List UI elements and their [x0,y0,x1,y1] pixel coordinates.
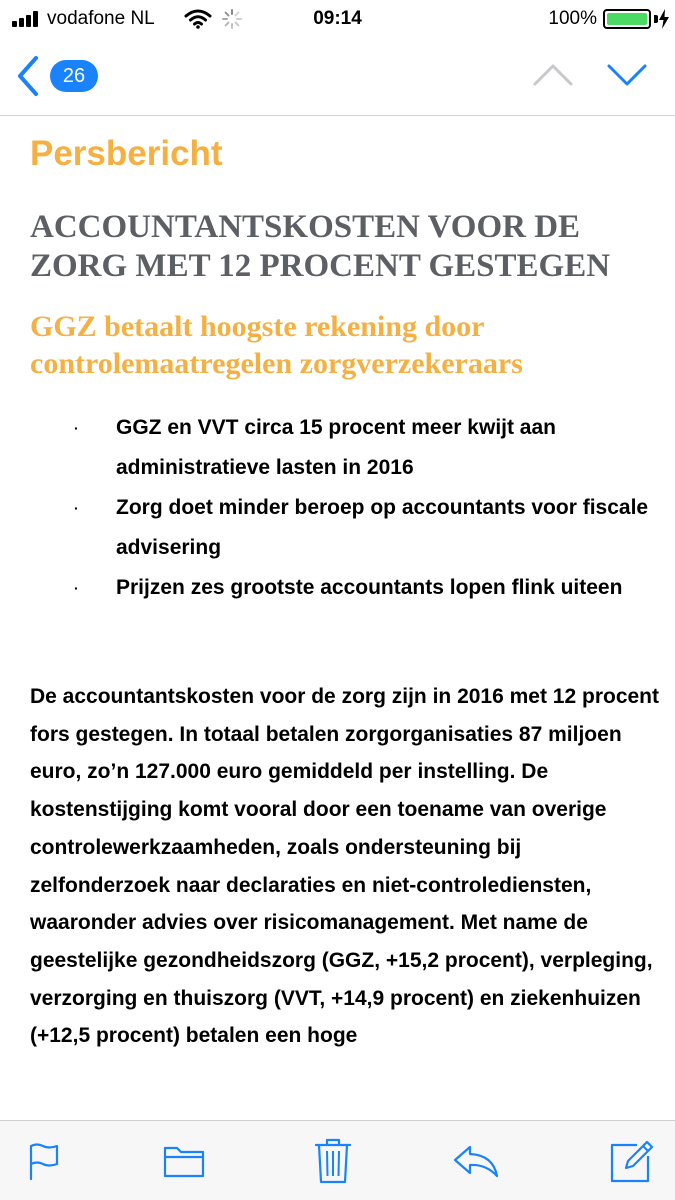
list-item [74,408,654,488]
bullet-text: GGZ en VVT circa 15 procent meer kwijt aan administratieve lasten in 2016 [116,416,556,479]
carrier-name: vodafone NL [47,8,155,29]
flag-button[interactable] [14,1121,74,1200]
chevron-down-icon[interactable] [606,60,648,88]
battery-icon [603,9,651,29]
bullet-text: Prijzen zes grootste accountants lopen flink uiteen [116,576,623,599]
press-release-label: Persbericht [30,134,223,173]
battery-percent: 100% [548,8,597,29]
reply-icon [452,1144,500,1178]
subheadline: GGZ betaalt hoogste rekening door controlemaatregelen zorgverzekeraars [30,310,523,380]
bottom-toolbar [0,1120,675,1200]
folder-icon [163,1144,205,1178]
compose-button[interactable] [600,1121,664,1200]
trash-button[interactable] [303,1121,363,1200]
compose-icon [609,1139,655,1183]
bullet-list [74,408,654,608]
nav-bar [0,38,675,116]
bullet-dot: · [74,580,79,596]
move-to-folder-button[interactable] [154,1121,214,1200]
charging-icon [658,9,670,29]
list-item [74,488,654,568]
chevron-up-icon[interactable] [532,60,574,88]
list-item [74,568,654,608]
trash-icon [315,1138,351,1184]
bullet-dot: · [74,420,79,436]
flag-icon [27,1141,61,1181]
body-paragraph: De accountantskosten voor de zorg zijn in 2016 met 12 procent fors gestegen. In totaal betalen zorgorganisaties 87 miljoen euro, zo’n 127.000 euro gemiddeld per instelling. De kostenstijging komt vooral door een toename van overige controlewerkzaamheden, zoals ondersteuning bij zelfonderzoek naar declaraties en niet-controlediensten, waaronder advies over risicomanagement. Met name de geestelijke gezondheidszorg (GGZ, +15,2 procent), verpleging, verzorging en thuiszorg (VVT, +14,9 procent) en ziekenhuizen (+12,5 procent) betalen een hoge [30,685,659,1048]
message-count-badge[interactable]: 26 [50,60,98,92]
headline: ACCOUNTANTSKOSTEN VOOR DE ZORG MET 12 PROCENT GESTEGEN [30,209,611,284]
bullet-text: Zorg doet minder beroep op accountants voor fiscale advisering [116,496,649,559]
status-time: 09:14 [313,8,362,29]
reply-button[interactable] [444,1121,508,1200]
status-bar [0,0,675,38]
bullet-dot: · [74,500,79,516]
email-body[interactable] [0,116,675,1116]
chevron-left-icon[interactable] [14,54,42,98]
